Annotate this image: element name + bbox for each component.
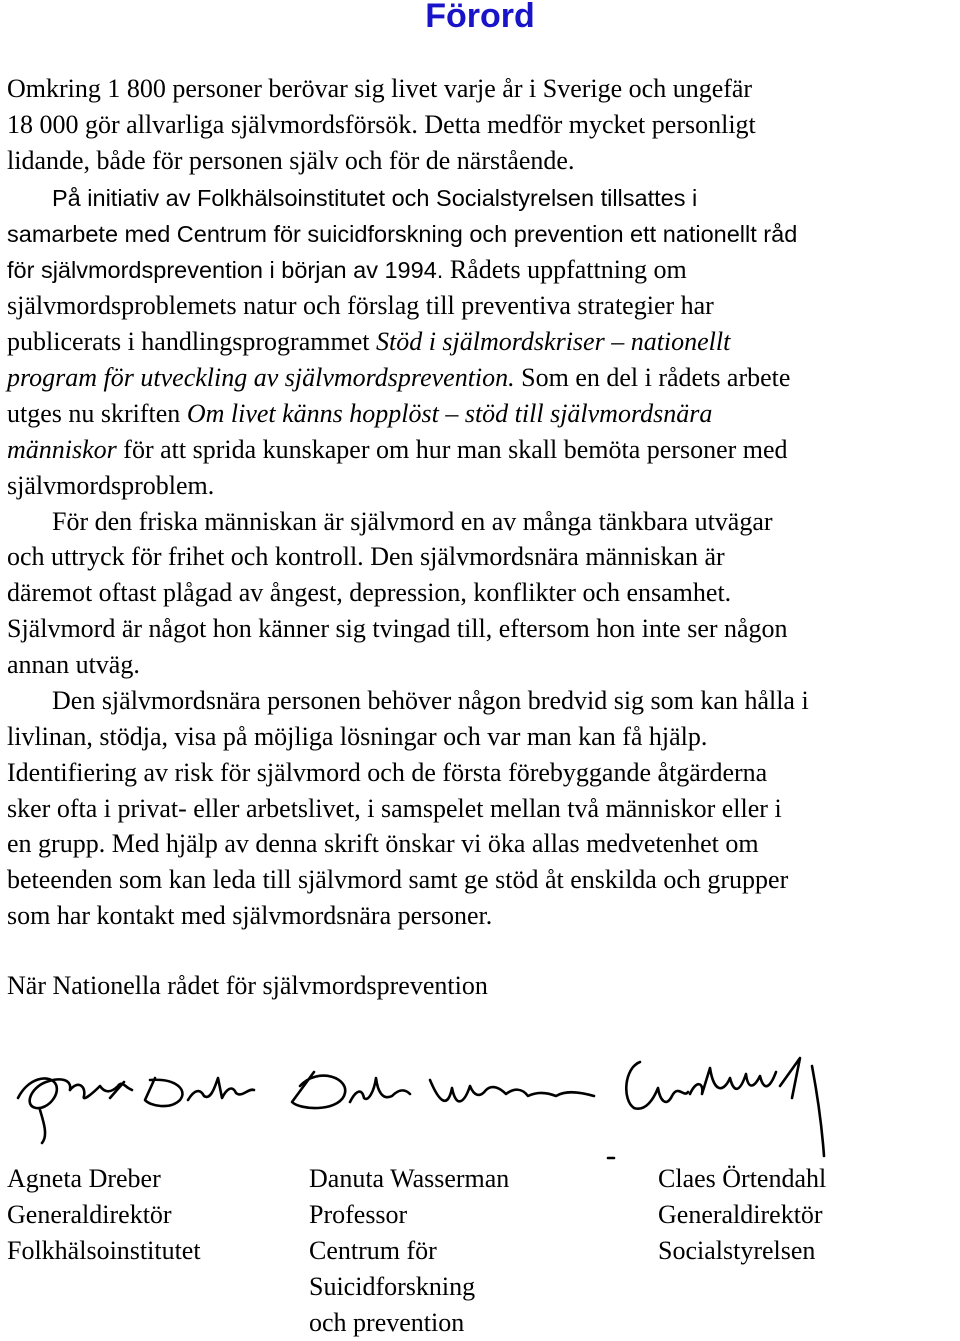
text-line xyxy=(7,255,687,289)
text-line xyxy=(7,74,752,104)
text-line xyxy=(7,758,767,788)
text-line xyxy=(7,614,788,644)
text-line xyxy=(7,327,730,357)
text-run: en grupp. Med hjälp av denna skrift önskar vi öka allas medvetenhet om xyxy=(7,829,759,858)
text-run: Som en del i rådets arbete xyxy=(514,363,791,392)
signatory-role: Generaldirektör xyxy=(7,1200,172,1229)
text-run-italic: program för utveckling av självmordsprevention. xyxy=(7,363,515,392)
text-run: Rådets uppfattning om xyxy=(449,255,687,284)
text-run: däremot oftast plågad av ångest, depression, konflikter och ensamhet. xyxy=(7,578,732,607)
text-run: som har kontakt med självmordsnära personer. xyxy=(7,901,493,930)
signatory-dreber xyxy=(7,1161,201,1269)
text-line xyxy=(52,686,809,716)
text-line xyxy=(7,865,788,895)
signature-dreber xyxy=(18,1078,254,1143)
text-run: Den självmordsnära personen behöver någon bredvid sig som kan hålla i xyxy=(52,686,809,715)
text-line xyxy=(7,650,140,680)
signatory-wasserman xyxy=(309,1161,509,1341)
text-line xyxy=(7,435,788,465)
text-run: för självmordsprevention i början av 1994. xyxy=(7,257,450,283)
text-run: För den friska människan är självmord en av många tänkbara utvägar xyxy=(52,507,773,536)
signature-ortendahl xyxy=(608,1058,824,1158)
text-run: annan utväg. xyxy=(7,650,140,679)
text-run: beteenden som kan leda till självmord samt ge stöd åt enskilda och grupper xyxy=(7,865,789,894)
signatory-org: och prevention xyxy=(309,1308,465,1337)
text-run: livlinan, stödja, visa på möjliga lösningar och var man kan få hjälp. xyxy=(7,722,708,751)
text-line xyxy=(7,578,731,608)
text-line xyxy=(52,507,773,537)
closing-line xyxy=(7,971,488,1001)
text-line xyxy=(7,219,797,249)
page-title: Förord xyxy=(425,0,535,35)
text-line xyxy=(7,291,714,321)
signatory-role: Professor xyxy=(309,1200,408,1229)
signatory-org: Suicidforskning xyxy=(309,1272,476,1301)
text-run: utges nu skriften xyxy=(7,399,187,428)
text-run: Självmord är något hon känner sig tvingad till, eftersom hon inte ser någon xyxy=(7,614,788,643)
text-line xyxy=(7,399,712,429)
text-run: publicerats i handlingsprogrammet xyxy=(7,327,376,356)
signature-wasserman xyxy=(292,1072,594,1108)
text-run-italic: Om livet känns hopplöst – stöd till självmordsnära xyxy=(186,399,713,428)
text-line xyxy=(7,363,790,393)
text-run: och uttryck för frihet och kontroll. xyxy=(7,542,364,571)
text-run: När Nationella rådet för självmordsprevention xyxy=(7,971,488,1000)
text-run: 18 000 gör allvarliga självmordsförsök. Detta medför mycket personligt xyxy=(7,110,756,139)
text-line xyxy=(52,183,697,213)
signatory-name: Danuta Wasserman xyxy=(309,1164,510,1193)
text-line xyxy=(7,794,782,824)
text-run: sker ofta i privat- eller arbetslivet, i samspelet mellan två människor eller i xyxy=(7,794,782,823)
signatory-name: Agneta Dreber xyxy=(7,1164,161,1193)
signatory-role: Generaldirektör xyxy=(658,1200,823,1229)
text-line xyxy=(7,146,574,176)
signatory-org: Socialstyrelsen xyxy=(658,1236,816,1265)
text-line xyxy=(7,542,725,572)
signatures-image xyxy=(0,1038,960,1168)
text-run: Den självmordsnära människan är xyxy=(363,542,725,571)
text-run: självmordsproblem. xyxy=(7,471,215,500)
text-line xyxy=(7,829,759,859)
signatory-name: Claes Örtendahl xyxy=(658,1164,827,1193)
signatory-org: Folkhälsoinstitutet xyxy=(7,1236,201,1265)
text-run: Omkring 1 800 personer berövar sig livet varje år i Sverige och ungefär xyxy=(7,74,753,103)
text-run: På initiativ av Folkhälsoinstitutet och Socialstyrelsen tillsattes i xyxy=(52,185,698,211)
text-run: självmordsproblemets natur och förslag till preventiva strategier har xyxy=(7,291,714,320)
text-run-italic: människor xyxy=(7,435,117,464)
text-run: samarbete med Centrum för suicidforskning och prevention ett nationellt råd xyxy=(7,221,798,247)
text-line xyxy=(7,110,756,140)
signatory-ortendahl xyxy=(658,1161,826,1269)
text-line xyxy=(7,901,492,931)
text-run: lidande, både för personen själv och för de närstående. xyxy=(7,146,575,175)
text-run: Identifiering av risk för självmord och de första förebyggande åtgärderna xyxy=(7,758,768,787)
text-line xyxy=(7,471,214,501)
signatory-org: Centrum för xyxy=(309,1236,437,1265)
text-run-italic: Stöd i själmordskriser – nationellt xyxy=(375,327,731,356)
text-line xyxy=(7,722,707,752)
text-run: för att sprida kunskaper om hur man skall bemöta personer med xyxy=(116,435,788,464)
